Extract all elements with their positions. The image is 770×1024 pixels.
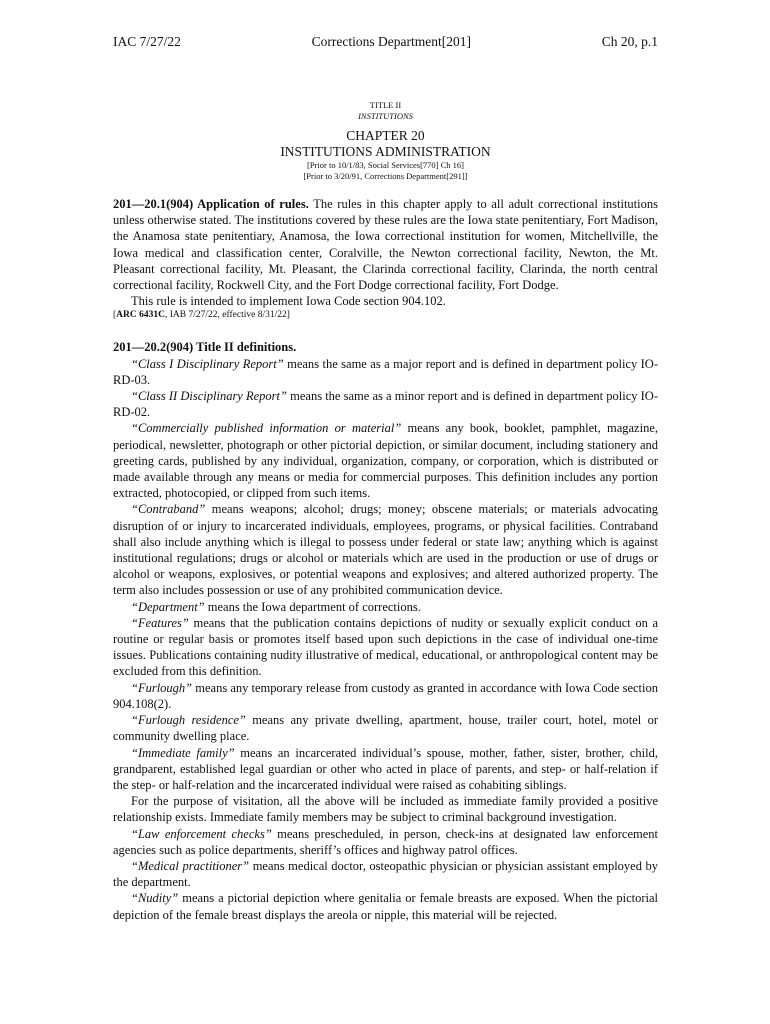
definition-text: means the same as a major report and is defined in department policy IO-RD-03.	[113, 356, 658, 387]
rule-20-1	[113, 196, 658, 293]
header-date: IAC 7/27/22	[113, 34, 181, 49]
definition-item	[113, 793, 658, 825]
definition-item	[113, 388, 658, 420]
definition-item	[113, 890, 658, 922]
title-line: TITLE II	[369, 100, 402, 110]
definition-text: means a pictorial depiction where genitalia or female breasts are exposed. When the pictorial depiction of the female breast displays the areola or nipple, this material will be rejected.	[113, 891, 658, 922]
definition-item	[113, 745, 658, 794]
definition-term: “Contraband”	[131, 502, 206, 517]
definition-text: means prescheduled, in person, check-ins at designated law enforcement agencies such as police departments, sheriff’s offices and highway patrol offices.	[113, 826, 658, 857]
definition-item	[113, 501, 658, 598]
document-page	[113, 34, 658, 923]
definition-text: means the same as a minor report and is defined in department policy IO-RD-02.	[113, 389, 658, 420]
definition-text: means any temporary release from custody as granted in accordance with Iowa Code section 904.108(2).	[113, 680, 658, 711]
prior-note-1: [Prior to 10/1/83, Social Services[770] Ch 16]	[307, 160, 464, 170]
running-header	[113, 34, 658, 50]
header-department: Corrections Department[201]	[311, 34, 471, 49]
definition-term: “Class II Disciplinary Report”	[131, 389, 287, 404]
definition-item	[113, 615, 658, 680]
definition-text: means the Iowa department of corrections.	[204, 599, 421, 614]
prior-note-2: [Prior to 3/20/91, Corrections Department[291]]	[303, 171, 468, 181]
definition-term: “Features”	[131, 615, 189, 630]
definition-term: “Department”	[131, 599, 205, 614]
definition-term: “Nudity”	[131, 891, 179, 906]
definition-term: “Commercially published information or material”	[131, 421, 402, 436]
definition-text: means an incarcerated individual’s spouse, mother, father, sister, brother, child, grandparent, established legal guardian or other who acted in place of parents, and step- or half-relation if the step- or half-relation and the incarcerated individual were raised as cohabiting siblings.	[113, 745, 658, 792]
rule-20-1-source: [ARC 6431C, IAB 7/27/22, effective 8/31/22]	[113, 310, 290, 321]
definition-term: “Law enforcement checks”	[131, 826, 272, 841]
rule-20-1-text: The rules in this chapter apply to all adult correctional institutions unless otherwise stated. The institutions covered by these rules are the Iowa state penitentiary, Fort Madison, the Anamosa state penitentiary, Anamosa, the Iowa correctional institution for women, Mitchellville, the Iowa medical and classification center, Coralville, the Newton correctional facility, Newton, the Mt. Pleasant correctional facility, Mt. Pleasant, the Clarinda correctional facility, Clarinda, the north central correctional facility, Rockwell City, and the Fort Dodge correctional facility, Fort Dodge.	[113, 197, 658, 293]
definition-text: means any book, booklet, pamphlet, magazine, periodical, newsletter, photograph or other pictorial depiction, or similar document, including stationery and greeting cards, published by any individual, organization, company, or corporation, which is distributed or made available through any means or media for commercial purposes. This definition includes any portion extracted, photocopied, or clipped from such items.	[113, 421, 659, 501]
definition-term: “Class I Disciplinary Report”	[131, 356, 284, 371]
definition-text: means that the publication contains depictions of nudity or sexually explicit conduct on a routine or regular basis or promotes itself based upon such depictions in the case of individual one-time issues. Publications containing nudity illustrative of medical, educational, or anthropological content may be excluded from this definition.	[113, 615, 658, 679]
definition-text: means weapons; alcohol; drugs; money; obscene materials; or materials advocating disruption of or injury to incarcerated individuals, employees, programs, or physical facilities. Contraband shall also include anything which is illegal to possess under federal or state law; anything which is against institutional regulations; drugs or alcohol or materials which are used in the production or use of drugs or alcohol or weapons, explosives, or potential weapons and explosives; and altered authorized property. The term also includes possession or use of any prohibited communication device.	[113, 502, 658, 598]
title-sub: INSTITUTIONS	[358, 111, 413, 121]
definition-term: “Furlough residence”	[131, 713, 246, 728]
definition-item	[113, 858, 658, 890]
definition-item	[113, 356, 658, 388]
header-page: Ch 20, p.1	[601, 34, 658, 49]
definition-item	[113, 420, 658, 501]
definition-term: “Furlough”	[131, 680, 193, 695]
chapter-name: INSTITUTIONS ADMINISTRATION	[280, 144, 491, 159]
rule-20-2-heading: 201—20.2(904) Title II definitions.	[113, 340, 297, 355]
rule-20-1-heading: 201—20.1(904) Application of rules.	[113, 197, 309, 211]
definition-text: For the purpose of visitation, all the above will be included as immediate family provided a positive relationship exists. Immediate family members may be subject to criminal background investigation.	[113, 794, 658, 825]
definitions-list	[113, 356, 658, 923]
definition-item	[113, 599, 658, 615]
definition-term: “Immediate family”	[131, 745, 235, 760]
definition-term: “Medical practitioner”	[131, 858, 250, 873]
definition-item	[113, 826, 658, 858]
arc-link[interactable]: ARC 6431C	[116, 310, 165, 321]
definition-item	[113, 712, 658, 744]
definition-text: means medical doctor, osteopathic physician or physician assistant employed by the department.	[113, 858, 659, 890]
chapter-number: CHAPTER 20	[346, 128, 425, 143]
definition-item	[113, 680, 658, 712]
rule-20-1-implement: This rule is intended to implement Iowa Code section 904.102.	[131, 294, 446, 309]
definition-text: means any private dwelling, apartment, house, trailer court, hotel, motel or community dwelling place.	[113, 713, 659, 744]
